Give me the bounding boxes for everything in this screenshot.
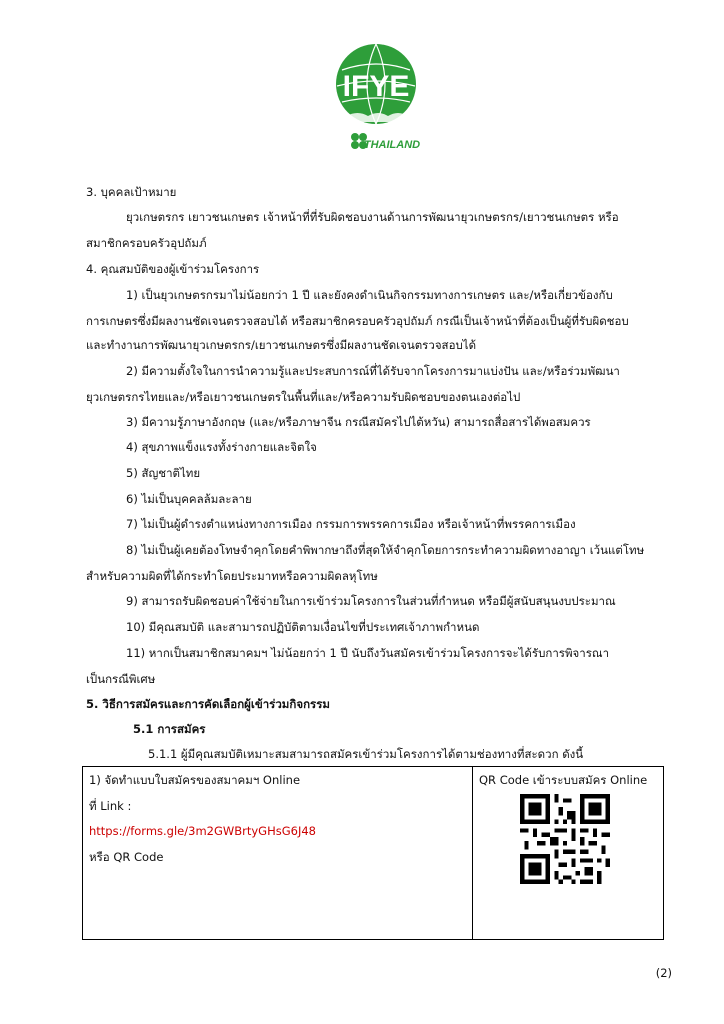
qualification-9: 9) สามารถรับผิดชอบค่าใช้จ่ายในการเข้าร่วมโครงการในส่วนที่กำหนด หรือมีผู้สนับสนุนงบประมาณ [126, 594, 616, 608]
section-3-line-1: ยุวเกษตรกร เยาวชนเกษตร เจ้าหน้าที่ที่รับผิดชอบงานด้านการพัฒนายุวเกษตรกร/เยาวชนเกษตร หรือ [126, 210, 619, 224]
table-divider [472, 767, 473, 939]
link-label: ที่ Link : [89, 799, 132, 813]
application-table [82, 766, 664, 940]
section-3-line-2: สมาชิกครอบครัวอุปถัมภ์ [86, 236, 207, 250]
qualification-2-line-2: ยุวเกษตรกรไทยและ/หรือเยาวชนเกษตรในพื้นที่และ/หรือความรับผิดชอบของตนเองต่อไป [86, 390, 521, 404]
qualification-6: 6) ไม่เป็นบุคคลล้มละลาย [126, 492, 252, 506]
section-5-title: 5. วิธีการสมัครและการคัดเลือกผู้เข้าร่วมกิจกรรม [86, 697, 330, 711]
qualification-10: 10) มีคุณสมบัติ และสามารถปฏิบัติตามเงื่อนไขที่ประเทศเจ้าภาพกำหนด [126, 620, 480, 634]
qualification-8-line-2: สำหรับความผิดที่ได้กระทำโดยประมาทหรือความผิดลหุโทษ [86, 569, 378, 583]
page-number: (2) [655, 966, 672, 980]
svg-text:THAILAND: THAILAND [363, 139, 421, 151]
qualification-3: 3) มีความรู้ภาษาอังกฤษ (และ/หรือภาษาจีน กรณีสมัครไปไต้หวัน) สามารถสื่อสารได้พอสมควร [126, 415, 591, 429]
qualification-1-line-2: การเกษตรซึ่งมีผลงานชัดเจนตรวจสอบได้ หรือสมาชิกครอบครัวอุปถัมภ์ กรณีเป็นเจ้าหน้าที่ต้องเป็นผู้ที่รับผิดชอบ [86, 314, 629, 328]
qualification-5: 5) สัญชาติไทย [126, 466, 201, 480]
section-4-title: 4. คุณสมบัติของผู้เข้าร่วมโครงการ [86, 262, 260, 276]
qr-code-title: QR Code เข้าระบบสมัคร Online [479, 773, 648, 787]
qualification-1-line-1: 1) เป็นยุวเกษตรกรมาไม่น้อยกว่า 1 ปี และยังคงดำเนินกิจกรรมทางการเกษตร และ/หรือเกี่ยวข้องกับ [126, 288, 613, 302]
online-form-label: 1) จัดทำแบบใบสมัครของสมาคมฯ Online [89, 773, 301, 787]
application-form-link[interactable]: https://forms.gle/3m2GWBrtyGHsG6J48 [89, 824, 316, 838]
qr-code-image[interactable] [520, 794, 610, 884]
qualification-8-line-1: 8) ไม่เป็นผู้เคยต้องโทษจำคุกโดยคำพิพากษาถึงที่สุดให้จำคุกโดยการกระทำความผิดทางอาญา เว้นแต่โทษ [126, 543, 645, 557]
section-5-1-1-text: 5.1.1 ผู้มีคุณสมบัติเหมาะสมสามารถสมัครเข้าร่วมโครงการได้ตามช่องทางที่สะดวก ดังนี้ [148, 747, 584, 761]
qualification-4: 4) สุขภาพแข็งแรงทั้งร่างกายและจิตใจ [126, 440, 317, 454]
qualification-11-line-2: เป็นกรณีพิเศษ [86, 672, 156, 686]
section-5-1-title: 5.1 การสมัคร [133, 722, 206, 736]
qualification-11-line-1: 11) หากเป็นสมาชิกสมาคมฯ ไม่น้อยกว่า 1 ปี นับถึงวันสมัครเข้าร่วมโครงการจะได้รับการพิจารณา [126, 646, 610, 660]
svg-text:IFYE: IFYE [342, 70, 410, 103]
or-qr-code-label: หรือ QR Code [89, 850, 164, 864]
qualification-1-line-3: และทำงานการพัฒนายุวเกษตรกร/เยาวชนเกษตรซึ่งมีผลงานชัดเจนตรวจสอบได้ [86, 338, 477, 352]
qualification-7: 7) ไม่เป็นผู้ดำรงตำแหน่งทางการเมือง กรรมการพรรคการเมือง หรือเจ้าหน้าที่พรรคการเมือง [126, 517, 576, 531]
qualification-2-line-1: 2) มีความตั้งใจในการนำความรู้และประสบการณ์ที่ได้รับจากโครงการมาแบ่งปัน และ/หรือร่วมพัฒนา [126, 364, 620, 378]
section-3-title: 3. บุคคลเป้าหมาย [86, 185, 177, 199]
ifye-thailand-logo [328, 40, 424, 152]
